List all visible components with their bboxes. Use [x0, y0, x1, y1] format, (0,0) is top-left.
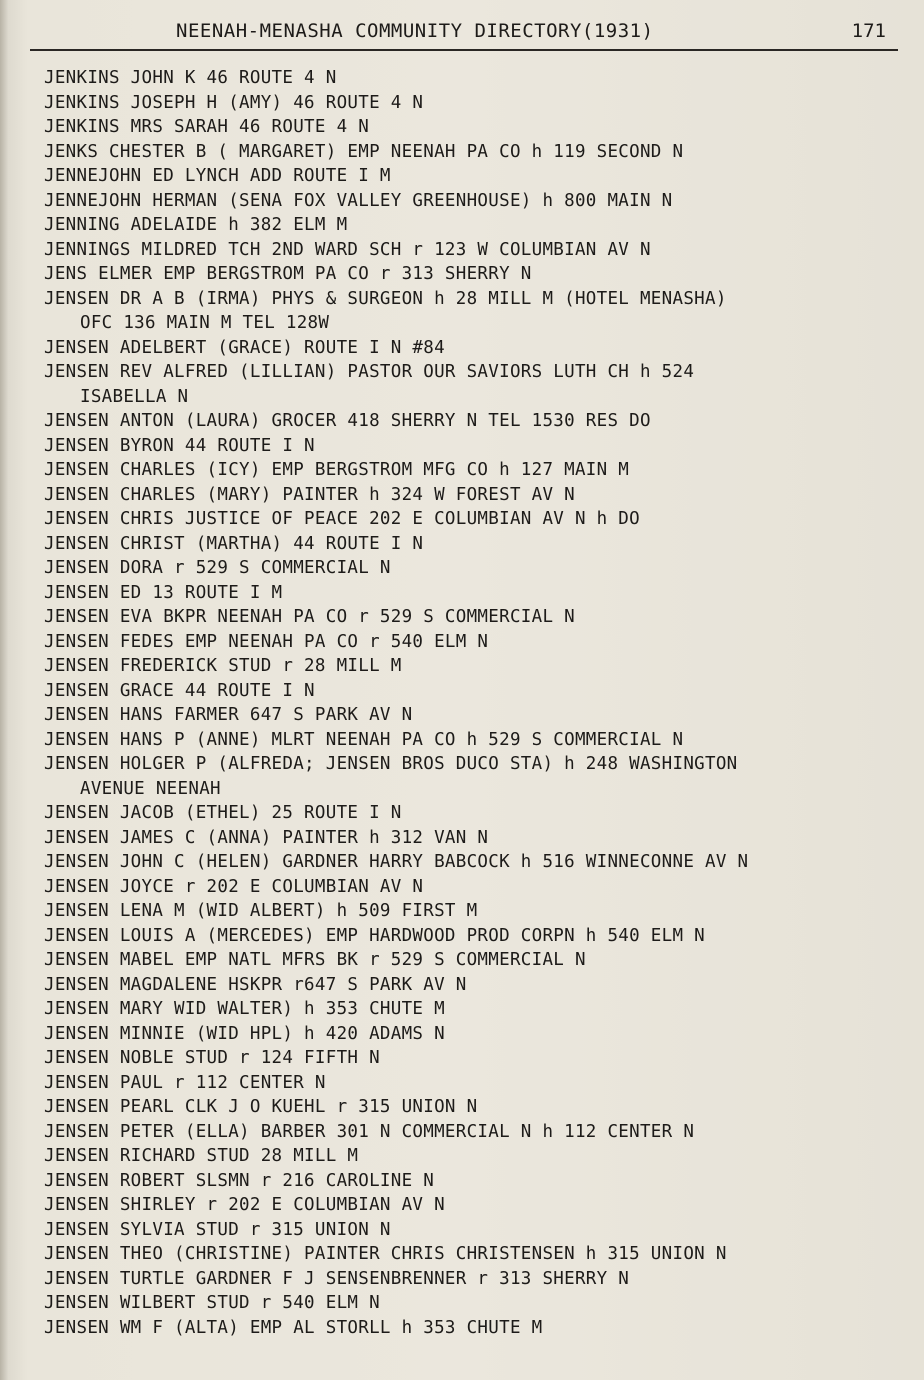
- directory-entry: JENSEN SYLVIA STUD r 315 UNION N: [44, 1219, 391, 1240]
- directory-entry: JENKINS JOHN K 46 ROUTE 4 N: [44, 68, 337, 88]
- directory-entry: JENSEN GRACE 44 ROUTE I N: [44, 680, 315, 701]
- directory-entry: JENKS CHESTER B ( MARGARET) EMP NEENAH PA CO h 119 SECOND N: [44, 141, 684, 162]
- directory-entry: JENSEN FEDES EMP NEENAH PA CO r 540 ELM N: [44, 631, 489, 652]
- directory-entry: JENSEN DORA r 529 S COMMERCIAL N: [44, 558, 391, 578]
- directory-entry: JENSEN TURTLE GARDNER F J SENSENBRENNER r 313 SHERRY N: [44, 1268, 630, 1289]
- header-rule: [30, 49, 898, 51]
- directory-entry: JENSEN LOUIS A (MERCEDES) EMP HARDWOOD PROD CORPN h 540 ELM N: [44, 925, 705, 946]
- directory-entry: JENKINS JOSEPH H (AMY) 46 ROUTE 4 N: [44, 92, 424, 113]
- page-header: [30, 18, 900, 46]
- directory-entry: JENSEN JOHN C (HELEN) GARDNER HARRY BABCOCK h 516 WINNECONNE AV N: [44, 852, 749, 872]
- directory-entry: JENSEN CHRIS JUSTICE OF PEACE 202 E COLUMBIAN AV N h DO: [44, 509, 640, 529]
- directory-entry: JENSEN MAGDALENE HSKPR r647 S PARK AV N: [44, 974, 467, 995]
- directory-entry: JENSEN WILBERT STUD r 540 ELM N: [44, 1293, 380, 1313]
- directory-entries: [44, 66, 910, 1340]
- directory-entry: JENSEN JACOB (ETHEL) 25 ROUTE I N: [44, 803, 402, 823]
- directory-entry: JENSEN HOLGER P (ALFREDA; JENSEN BROS DUCO STA) h 248 WASHINGTON: [44, 754, 738, 774]
- directory-entry-continuation: OFC 136 MAIN M TEL 128W: [80, 313, 330, 333]
- directory-entry: JENSEN HANS FARMER 647 S PARK AV N: [44, 705, 413, 725]
- directory-entry: JENNEJOHN HERMAN (SENA FOX VALLEY GREENHOUSE) h 800 MAIN N: [44, 190, 673, 211]
- directory-entry: JENSEN EVA BKPR NEENAH PA CO r 529 S COMMERCIAL N: [44, 607, 575, 627]
- directory-entry: JENSEN NOBLE STUD r 124 FIFTH N: [44, 1048, 380, 1068]
- binding-edge: [0, 0, 8, 1380]
- directory-entry: JENNINGS MILDRED TCH 2ND WARD SCH r 123 W COLUMBIAN AV N: [44, 239, 651, 260]
- directory-entry: JENSEN ED 13 ROUTE I M: [44, 582, 283, 603]
- directory-entry: JENSEN THEO (CHRISTINE) PAINTER CHRIS CHRISTENSEN h 315 UNION N: [44, 1244, 727, 1264]
- directory-entry: JENSEN RICHARD STUD 28 MILL M: [44, 1146, 359, 1166]
- directory-entry: JENSEN BYRON 44 ROUTE I N: [44, 435, 315, 456]
- directory-entry: JENSEN ADELBERT (GRACE) ROUTE I N #84: [44, 337, 445, 358]
- directory-entry: JENSEN CHARLES (ICY) EMP BERGSTROM MFG CO h 127 MAIN M: [44, 460, 630, 480]
- directory-entry: JENSEN FREDERICK STUD r 28 MILL M: [44, 656, 402, 676]
- directory-entry: JENNEJOHN ED LYNCH ADD ROUTE I M: [44, 166, 391, 186]
- directory-entry: JENSEN PAUL r 112 CENTER N: [44, 1072, 326, 1093]
- page-number: 171: [851, 20, 886, 42]
- directory-entry: JENNING ADELAIDE h 382 ELM M: [44, 215, 348, 235]
- directory-entry: JENSEN DR A B (IRMA) PHYS & SURGEON h 28 MILL M (HOTEL MENASHA): [44, 288, 727, 309]
- directory-entry-continuation: AVENUE NEENAH: [80, 778, 221, 799]
- directory-entry: JENSEN MABEL EMP NATL MFRS BK r 529 S COMMERCIAL N: [44, 950, 586, 970]
- directory-entry: JENSEN MINNIE (WID HPL) h 420 ADAMS N: [44, 1023, 445, 1044]
- directory-entry: JENSEN SHIRLEY r 202 E COLUMBIAN AV N: [44, 1195, 445, 1215]
- directory-entry: JENSEN JAMES C (ANNA) PAINTER h 312 VAN N: [44, 827, 489, 848]
- directory-entry: JENSEN WM F (ALTA) EMP AL STORLL h 353 CHUTE M: [44, 1317, 543, 1338]
- directory-entry: JENSEN PETER (ELLA) BARBER 301 N COMMERCIAL N h 112 CENTER N: [44, 1121, 695, 1142]
- directory-entry-continuation: ISABELLA N: [80, 386, 189, 407]
- directory-entry: JENSEN ANTON (LAURA) GROCER 418 SHERRY N TEL 1530 RES DO: [44, 411, 651, 431]
- directory-entry: JENSEN LENA M (WID ALBERT) h 509 FIRST M: [44, 901, 478, 921]
- directory-entry: JENSEN HANS P (ANNE) MLRT NEENAH PA CO h 529 S COMMERCIAL N: [44, 729, 684, 750]
- directory-entry: JENSEN REV ALFRED (LILLIAN) PASTOR OUR SAVIORS LUTH CH h 524: [44, 362, 695, 382]
- directory-entry: JENSEN MARY WID WALTER) h 353 CHUTE M: [44, 999, 445, 1019]
- directory-entry: JENSEN CHARLES (MARY) PAINTER h 324 W FOREST AV N: [44, 484, 575, 505]
- directory-title: NEENAH-MENASHA COMMUNITY DIRECTORY(1931): [176, 20, 654, 42]
- directory-entry: JENSEN JOYCE r 202 E COLUMBIAN AV N: [44, 876, 424, 897]
- directory-entry: JENKINS MRS SARAH 46 ROUTE 4 N: [44, 117, 370, 137]
- directory-entry: JENSEN ROBERT SLSMN r 216 CAROLINE N: [44, 1170, 435, 1191]
- directory-entry: JENSEN PEARL CLK J O KUEHL r 315 UNION N: [44, 1097, 478, 1117]
- directory-entry: JENS ELMER EMP BERGSTROM PA CO r 313 SHERRY N: [44, 264, 532, 284]
- directory-entry: JENSEN CHRIST (MARTHA) 44 ROUTE I N: [44, 533, 424, 554]
